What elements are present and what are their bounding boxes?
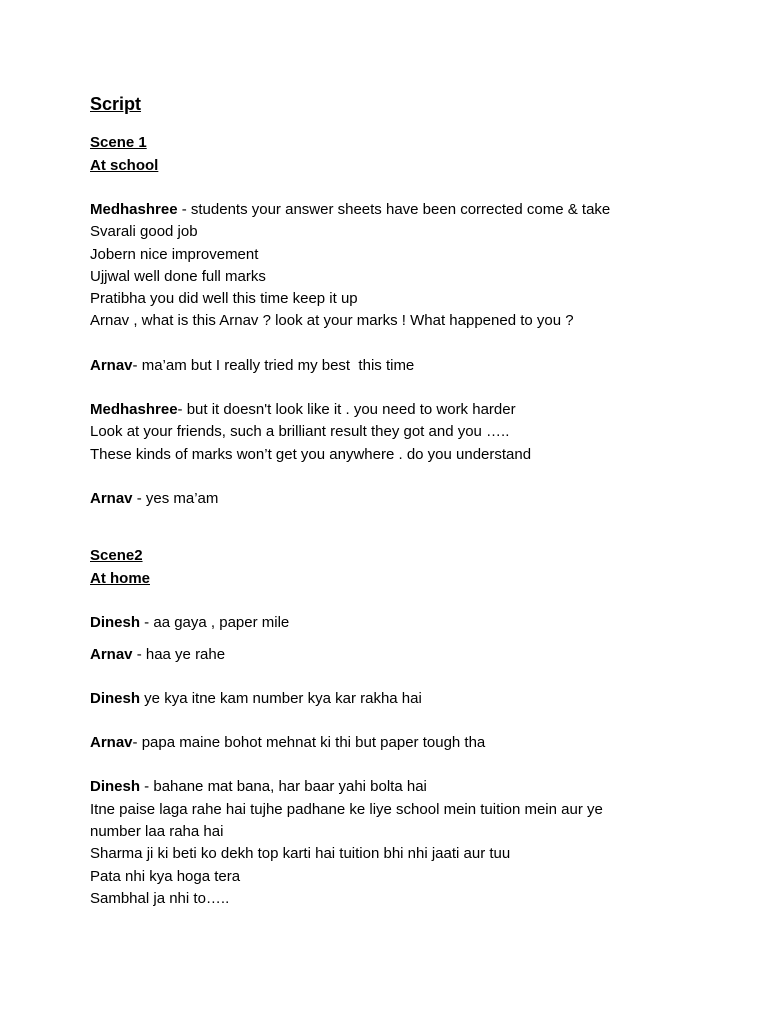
dialogue-line <box>90 688 730 710</box>
dialogue-text: - bahane mat bana, har baar yahi bolta hai <box>140 778 427 796</box>
dialogue-line: Sambhal ja nhi to….. <box>90 889 230 907</box>
dialogue-line: Itne paise laga rahe hai tujhe padhane ke liye school mein tuition mein aur ye <box>90 800 603 818</box>
dialogue-line: Ujjwal well done full marks <box>90 267 266 285</box>
dialogue-text: - papa maine bohot mehnat ki thi but paper tough tha <box>132 734 486 752</box>
dialogue-line <box>90 355 730 377</box>
dialogue-text: - but it doesn't look like it . you need to work harder <box>177 401 516 419</box>
speaker-name: Medhashree <box>90 401 178 419</box>
dialogue-text: - yes ma’am <box>132 489 219 507</box>
dialogue-line <box>90 199 730 221</box>
dialogue-line: Look at your friends, such a brilliant result they got and you ….. <box>90 423 510 441</box>
dialogue-line: Svarali good job <box>90 223 198 241</box>
dialogue-line <box>90 732 730 754</box>
dialogue-line <box>90 612 730 634</box>
document-title: Script <box>90 94 142 114</box>
scene-2-location: At home <box>90 569 150 587</box>
speaker-name: Arnav <box>90 489 133 507</box>
scene-1-location: At school <box>90 156 159 174</box>
dialogue-line: Jobern nice improvement <box>90 245 259 263</box>
dialogue-text: ye kya itne kam number kya kar rakha hai <box>140 689 422 707</box>
dialogue-line: Arnav , what is this Arnav ? look at your marks ! What happened to you ? <box>90 312 574 330</box>
speaker-name: Dinesh <box>90 689 141 707</box>
dialogue-line <box>90 399 730 421</box>
scene-2-heading: Scene2 <box>90 547 143 565</box>
scene-1-heading: Scene 1 <box>90 134 147 151</box>
dialogue-text: - aa gaya , paper mile <box>140 614 290 632</box>
speaker-name: Arnav <box>90 645 133 663</box>
speaker-name: Medhashree <box>90 201 178 218</box>
dialogue-line <box>90 644 730 666</box>
speaker-name: Dinesh <box>90 614 141 632</box>
dialogue-text: - haa ye rahe <box>132 645 226 663</box>
dialogue-line: number laa raha hai <box>90 823 224 841</box>
dialogue-line <box>90 776 730 798</box>
dialogue-line: Pata nhi kya hoga tera <box>90 867 241 885</box>
speaker-name: Arnav <box>90 734 133 752</box>
speaker-name: Dinesh <box>90 778 141 796</box>
dialogue-line <box>90 488 730 510</box>
dialogue-text: - students your answer sheets have been corrected come & take <box>177 201 611 218</box>
script-document <box>90 91 730 910</box>
dialogue-line: Pratibha you did well this time keep it up <box>90 290 358 308</box>
dialogue-text: - ma’am but I really tried my best this time <box>132 356 415 374</box>
dialogue-line: These kinds of marks won’t get you anywhere . do you understand <box>90 445 532 463</box>
speaker-name: Arnav <box>90 356 133 374</box>
dialogue-line: Sharma ji ki beti ko dekh top karti hai tuition bhi nhi jaati aur tuu <box>90 845 511 863</box>
